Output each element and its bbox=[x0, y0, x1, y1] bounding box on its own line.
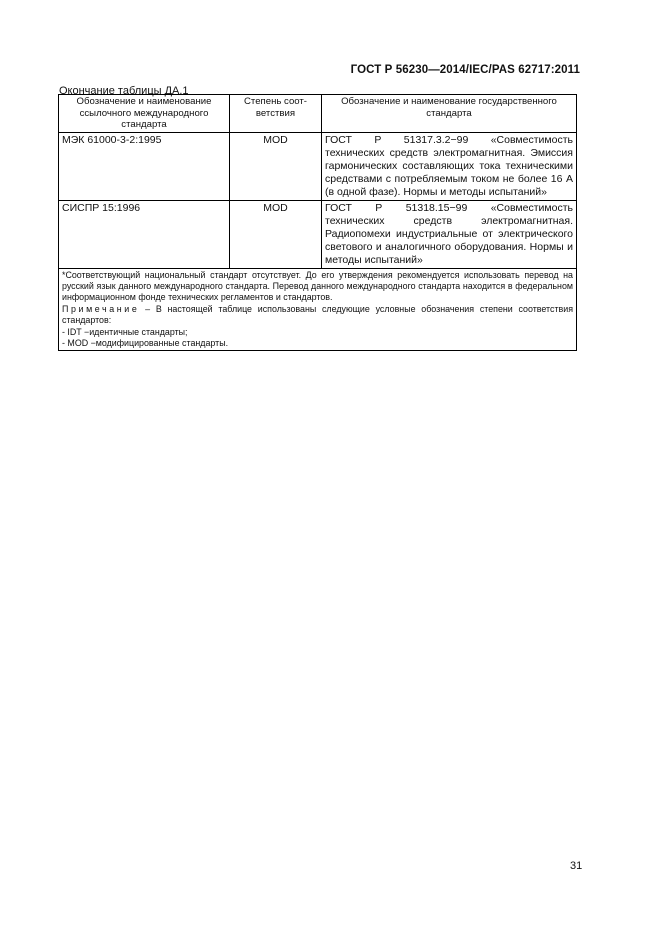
page-number: 31 bbox=[570, 860, 583, 872]
table-row bbox=[59, 132, 577, 200]
cell-national-standard: ГОСТ Р 51318.15−99 «Совместимость технических средств электромагнитная. Радиопомехи индустриальные от электрического светового и аналогичного оборудования. Нормы и методы испытаний» bbox=[322, 200, 577, 268]
document-header: ГОСТ Р 56230—2014/IEC/PAS 62717:2011 bbox=[350, 64, 580, 76]
legend-item-mod: - MOD −модифицированные стандарты. bbox=[62, 337, 229, 348]
table-caption: Окончание таблицы ДА.1 bbox=[59, 85, 189, 97]
column-header-national: Обозначение и наименование государственного стандарта bbox=[322, 95, 577, 133]
column-header-international: Обозначение и наименование ссылочного международного стандарта bbox=[59, 95, 230, 133]
table-row bbox=[59, 200, 577, 268]
note-label: Примечание bbox=[62, 303, 140, 314]
cell-international-standard: МЭК 61000-3-2:1995 bbox=[59, 132, 230, 200]
cell-national-standard: ГОСТ Р 51317.3.2−99 «Совместимость технических средств электромагнитная. Эмиссия гармонических составляющих тока техническими средствами с потребляемым током не более 16 А (в одной фазе). Нормы и методы испытаний» bbox=[322, 132, 577, 200]
cell-degree: MOD bbox=[230, 200, 322, 268]
note-text: – В настоящей таблице использованы следующие условные обозначения степени соответствия стандартов: bbox=[62, 303, 573, 326]
cell-degree: MOD bbox=[230, 132, 322, 200]
note-paragraph bbox=[62, 304, 573, 327]
cell-international-standard: СИСПР 15:1996 bbox=[59, 200, 230, 268]
column-header-degree: Степень соот-ветствия bbox=[230, 95, 322, 133]
table-header-row bbox=[59, 95, 577, 133]
legend-item-idt: - IDT −идентичные стандарты; bbox=[62, 326, 188, 337]
reference-table bbox=[58, 94, 577, 351]
notes-cell bbox=[59, 268, 577, 351]
notes-row bbox=[59, 268, 577, 351]
footnote: *Соответствующий национальный стандарт отсутствует. До его утверждения рекомендуется использовать перевод на русский язык данного международного стандарта. Перевод данного международного стандарта находится в федеральном информационном фонде технических регламентов и стандартов. bbox=[62, 269, 573, 303]
